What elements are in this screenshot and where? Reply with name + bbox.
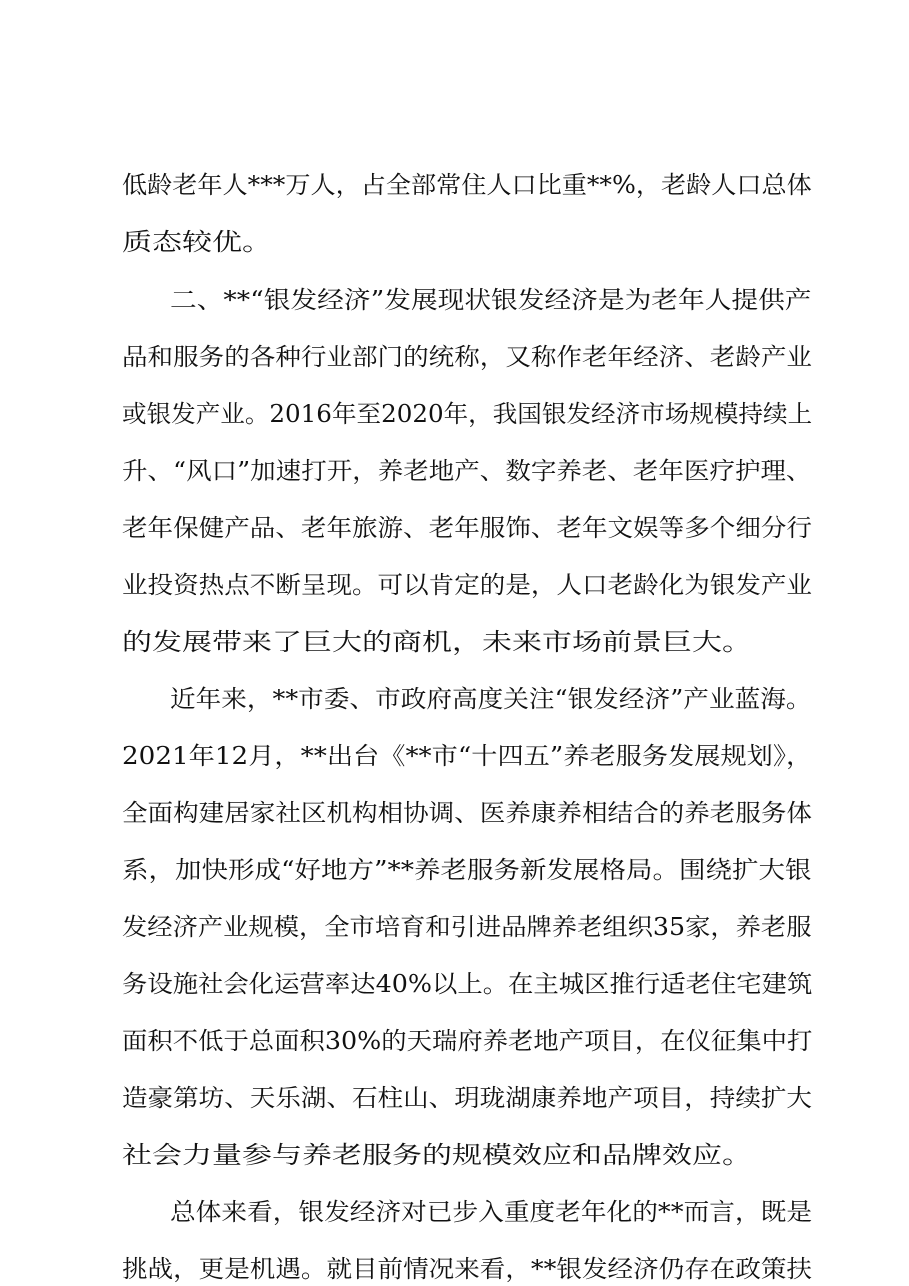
text-line: 造豪第坊、天乐湖、石柱山、玥珑湖康养地产项目，持续扩大: [122, 1084, 812, 1112]
text-line: 业投资热点不断呈现。可以肯定的是，人口老龄化为银发产业: [122, 571, 812, 599]
text-line: 低龄老年人***万人，占全部常住人口比重**%，老龄人口总体: [122, 171, 812, 199]
text-line: 老年保健产品、老年旅游、老年服饰、老年文娱等多个细分行: [122, 514, 812, 542]
text-line: 务设施社会化运营率达40%以上。在主城区推行适老住宅建筑: [122, 970, 813, 998]
text-line: 近年来，**市委、市政府高度关注“银发经济”产业蓝海。: [170, 685, 812, 713]
text-line: 升、“风口”加速打开，养老地产、数字养老、老年医疗护理、: [122, 457, 812, 485]
text-line: 2021年12月，**出台《**市“十四五”养老服务发展规划》，: [122, 742, 813, 770]
text-line: 社会力量参与养老服务的规模效应和品牌效应。: [122, 1141, 752, 1169]
text-line: 质态较优。: [122, 228, 272, 256]
text-line: 二、**“银发经济”发展现状银发经济是为老年人提供产: [170, 286, 812, 314]
text-line: 挑战，更是机遇。就目前情况来看，**银发经济仍存在政策扶: [122, 1255, 812, 1283]
text-line: 全面构建居家社区机构相协调、医养康养相结合的养老服务体: [122, 799, 812, 827]
text-line: 的发展带来了巨大的商机，未来市场前景巨大。: [122, 628, 752, 656]
text-line: 发经济产业规模，全市培育和引进品牌养老组织35家，养老服: [122, 913, 812, 941]
text-line: 或银发产业。2016年至2020年，我国银发经济市场规模持续上: [122, 400, 813, 428]
text-line: 总体来看，银发经济对已步入重度老年化的**而言，既是: [170, 1198, 813, 1226]
text-line: 系，加快形成“好地方”**养老服务新发展格局。围绕扩大银: [122, 856, 812, 884]
text-line: 面积不低于总面积30%的天瑞府养老地产项目，在仪征集中打: [122, 1027, 813, 1055]
text-line: 品和服务的各种行业部门的统称，又称作老年经济、老龄产业: [122, 343, 812, 371]
